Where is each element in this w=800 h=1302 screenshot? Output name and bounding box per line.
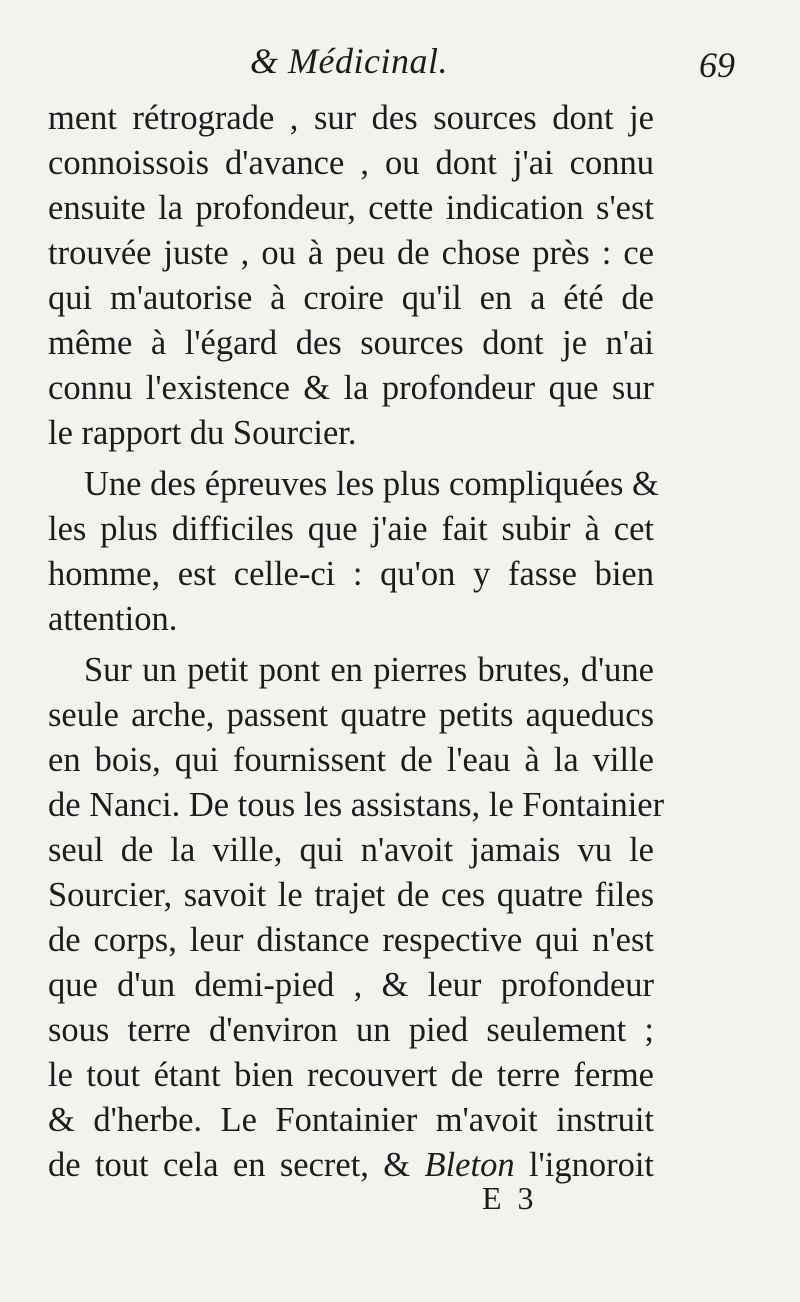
text-line: qui m'autorise à croire qu'il en a été de <box>48 279 654 317</box>
running-title: & Médicinal. <box>250 41 448 81</box>
text-line: le rapport du Sourcier. <box>48 414 357 452</box>
text-line: ment rétrograde , sur des sources dont je <box>48 99 654 137</box>
text-line: trouvée juste , ou à peu de chose près : ce <box>48 234 654 272</box>
text-line: Sur un petit pont en pierres brutes, d'une <box>84 651 654 689</box>
text-line: les plus difficiles que j'aie fait subir à cet <box>48 510 654 548</box>
text-line: seul de la ville, qui n'avoit jamais vu le <box>48 831 654 869</box>
text-line: attention. <box>48 600 178 638</box>
text-line: sous terre d'environ un pied seulement ; <box>48 1011 654 1049</box>
text-line: connoissois d'avance , ou dont j'ai connu <box>48 144 654 182</box>
text-line: ensuite la profondeur, cette indication s'est <box>48 189 654 227</box>
text-line: même à l'égard des sources dont je n'ai <box>48 324 654 362</box>
page-number: 69 <box>699 45 735 85</box>
text-line: & d'herbe. Le Fontainier m'avoit instruit <box>48 1101 654 1139</box>
text-line: Sourcier, savoit le trajet de ces quatre files <box>48 876 654 914</box>
text-line: de tout cela en secret, & Bleton l'ignoroit <box>48 1146 655 1184</box>
page-header <box>40 40 745 90</box>
text-line: connu l'existence & la profondeur que sur <box>48 369 654 407</box>
text-line: le tout étant bien recouvert de terre ferme <box>48 1056 654 1094</box>
text-line: Une des épreuves les plus compliquées & <box>84 465 659 503</box>
text-line: homme, est celle-ci : qu'on y fasse bien <box>48 555 654 593</box>
text-line: que d'un demi-pied , & leur profondeur <box>48 966 654 1004</box>
text-line: de corps, leur distance respective qui n'est <box>48 921 654 959</box>
text-line: seule arche, passent quatre petits aqueducs <box>48 696 654 734</box>
text-line: en bois, qui fournissent de l'eau à la ville <box>48 741 654 779</box>
signature-mark: E 3 <box>482 1180 538 1216</box>
text-line: de Nanci. De tous les assistans, le Fontainier <box>48 786 665 824</box>
body-text <box>48 96 665 1188</box>
